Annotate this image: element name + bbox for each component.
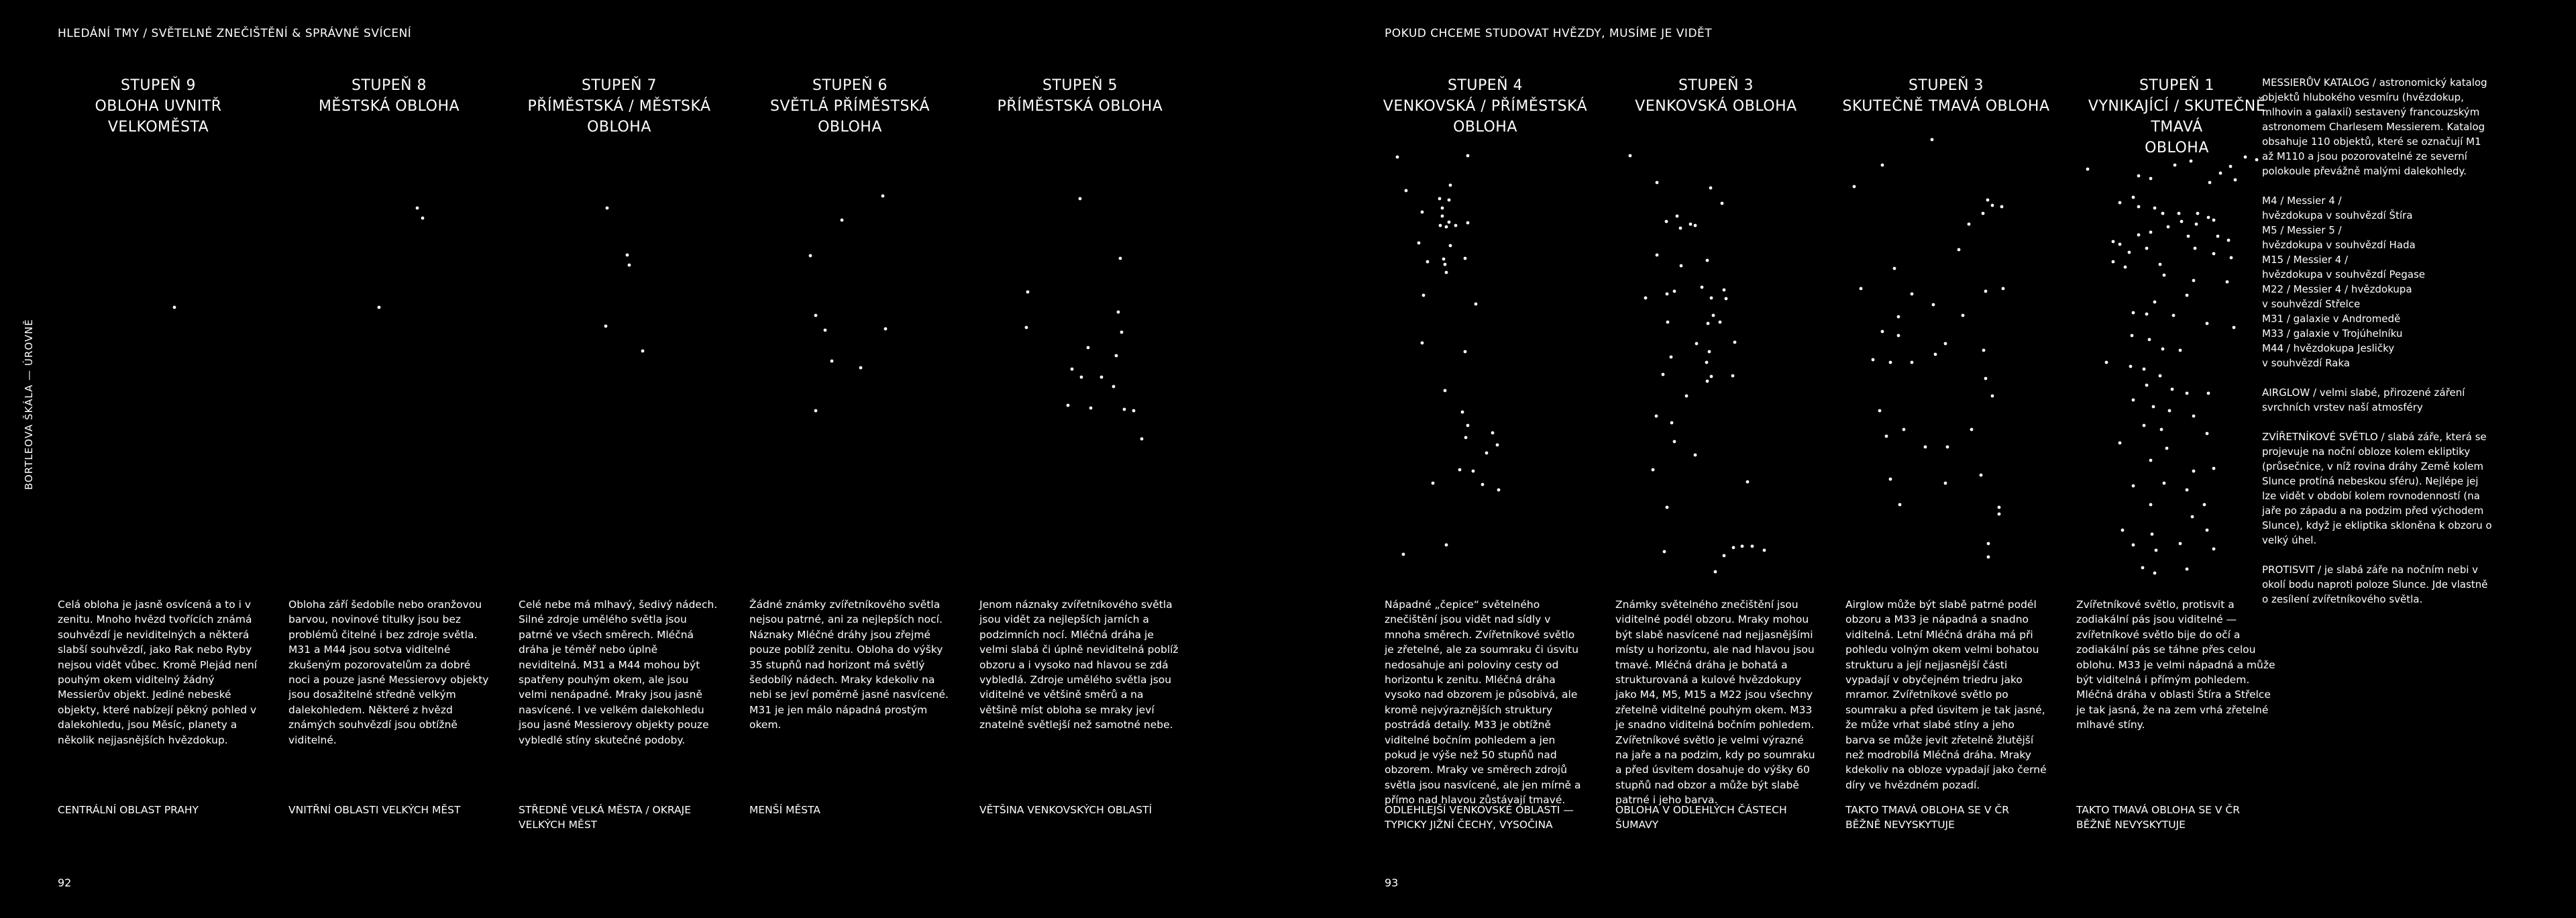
star-dot bbox=[2212, 467, 2216, 470]
star-dot bbox=[1980, 474, 1983, 477]
star-dot bbox=[1706, 380, 1709, 383]
star-dot bbox=[2174, 164, 2177, 167]
star-dot bbox=[1721, 202, 1724, 205]
star-dot bbox=[2002, 287, 2005, 291]
star-dot bbox=[1723, 554, 1726, 558]
star-dot bbox=[2160, 428, 2163, 431]
star-dot bbox=[1656, 254, 1659, 257]
star-dot bbox=[2118, 243, 2122, 246]
glossary-gegenschein: PROTISVIT / je slabá záře na nočním nebi v okolí bodu naproti poloze Slunce. Jde vlastně o zesílení zvířetníkového světla. bbox=[2262, 564, 2488, 605]
star-dot bbox=[1751, 545, 1754, 548]
messier-list-line: M22 / Messier 4 / hvězdokupa bbox=[2262, 283, 2412, 295]
star-dot bbox=[2207, 392, 2210, 395]
star-dot bbox=[1466, 424, 1470, 427]
messier-list-line: M4 / Messier 4 / bbox=[2262, 195, 2342, 207]
messier-list-line: hvězdokupa v souhvězdí Pegase bbox=[2262, 268, 2425, 280]
star-dot bbox=[1652, 468, 1655, 472]
star-dot bbox=[1987, 556, 1990, 559]
page-number-left: 92 bbox=[58, 876, 72, 889]
star-dot bbox=[2212, 219, 2216, 222]
level-title: STUPEŇ 7 PŘÍMĚSTSKÁ / MĚSTSKÁ OBLOHA bbox=[527, 77, 711, 136]
star-dot bbox=[884, 327, 888, 331]
star-dot bbox=[1676, 215, 1679, 218]
star-dot bbox=[1680, 264, 1683, 268]
star-dot bbox=[1474, 303, 1478, 306]
star-dot bbox=[1132, 409, 1136, 413]
star-dot bbox=[1426, 260, 1430, 264]
level-title: STUPEŇ 5 PŘÍMĚSTSKÁ OBLOHA bbox=[997, 77, 1163, 115]
star-dot bbox=[1962, 314, 1965, 317]
star-dot bbox=[2161, 212, 2165, 215]
star-dot bbox=[2161, 348, 2165, 351]
star-dot bbox=[2149, 503, 2153, 507]
star-dot bbox=[2118, 442, 2122, 445]
level-region: VNITŘNÍ OBLASTI VELKÝCH MĚST bbox=[288, 804, 461, 816]
star-dot bbox=[1885, 435, 1888, 438]
star-dot bbox=[2149, 231, 2153, 234]
star-dot bbox=[1464, 350, 1467, 354]
star-dot bbox=[2141, 566, 2145, 570]
star-dot bbox=[2168, 409, 2171, 413]
star-dot bbox=[2216, 235, 2220, 238]
star-dot bbox=[1666, 506, 1669, 509]
star-dot bbox=[606, 207, 609, 210]
star-dot bbox=[1439, 224, 1442, 227]
star-dot bbox=[1089, 407, 1093, 410]
star-dot bbox=[1396, 156, 1399, 159]
glossary-zodiacal-light: ZVÍŘETNÍKOVÉ SVĚTLO / slabá záře, která se projevuje na noční obloze kolem ekliptiky (průsečnice, v níž rovina dráhy Země kolem Slunce protíná nebeskou sféru). Nejlépe jej lze vidět v období kolem rovnodenností (na jaře po západu a na podzim před východem Slunce), když je ekliptika skloněna k obzoru o velký úhel. bbox=[2262, 431, 2492, 546]
star-dot bbox=[1454, 224, 1458, 227]
star-dot bbox=[2128, 251, 2131, 254]
star-dot bbox=[2195, 223, 2198, 226]
star-dot bbox=[2207, 216, 2210, 219]
star-dot bbox=[1968, 223, 1971, 226]
star-dot bbox=[2180, 220, 2184, 223]
star-dot bbox=[1709, 187, 1713, 190]
level-description: Zvířetníkové světlo, protisvit a zodiakální pás jsou viditelné — zvířetníkové světlo bije do očí a zodiakální pás se táhne přes celou oblohu. M33 je velmi nápadná a může být viditelná i přímým pohledem. Mléčná dráha v oblasti Štíra a Střelce je tak jasná, že na zem vrhá zřetelné mlhavé stíny. bbox=[2076, 599, 2275, 731]
star-dot bbox=[1897, 315, 1900, 319]
star-dot bbox=[1860, 287, 1863, 291]
star-dot bbox=[2187, 235, 2190, 238]
level-region: TAKTO TMAVÁ OBLOHA SE V ČR BĚŽNĚ NEVYSKYTUJE bbox=[2076, 804, 2241, 831]
star-dot bbox=[1464, 257, 1467, 260]
star-dot bbox=[1991, 204, 1994, 207]
star-dot bbox=[1481, 483, 1485, 487]
star-dot bbox=[2192, 279, 2196, 283]
star-dot bbox=[2086, 168, 2090, 171]
star-dot bbox=[2227, 239, 2231, 242]
star-dot bbox=[2145, 247, 2149, 250]
star-dot bbox=[2171, 388, 2174, 391]
star-dot bbox=[2230, 256, 2233, 260]
star-dot bbox=[2206, 322, 2209, 325]
star-dot bbox=[1708, 350, 1711, 354]
star-dot bbox=[1491, 431, 1495, 435]
star-dot bbox=[2179, 542, 2182, 546]
star-dot bbox=[1656, 181, 1659, 185]
star-dot bbox=[1982, 349, 1986, 352]
star-dot bbox=[1644, 297, 1648, 300]
star-dot bbox=[809, 254, 812, 258]
star-dot bbox=[1881, 164, 1884, 167]
star-dot bbox=[1984, 377, 1988, 380]
star-dot bbox=[2167, 225, 2170, 229]
star-dot bbox=[830, 360, 834, 363]
star-dot bbox=[604, 325, 608, 328]
star-dot bbox=[2206, 432, 2209, 436]
star-dot bbox=[1701, 286, 1704, 289]
star-dot bbox=[1117, 311, 1120, 314]
star-dot bbox=[1458, 468, 1462, 472]
star-dot bbox=[378, 306, 381, 309]
star-dot bbox=[1878, 409, 1882, 413]
star-dot bbox=[2112, 260, 2115, 264]
star-dot bbox=[2194, 247, 2197, 250]
star-dot bbox=[2151, 533, 2154, 536]
star-dot bbox=[1853, 185, 1856, 189]
star-dot bbox=[421, 217, 425, 220]
star-dot bbox=[2132, 311, 2135, 315]
star-dot bbox=[2143, 368, 2146, 371]
star-dot bbox=[1112, 385, 1116, 389]
star-dot bbox=[2186, 294, 2189, 297]
star-dot bbox=[2206, 529, 2209, 532]
star-dot bbox=[1444, 263, 1447, 266]
star-dot bbox=[1998, 506, 2001, 509]
star-dot bbox=[1695, 342, 1699, 346]
star-dot bbox=[1944, 342, 1947, 346]
star-dot bbox=[1449, 184, 1452, 187]
page-number-right: 93 bbox=[1385, 876, 1399, 889]
star-dot bbox=[1872, 358, 1875, 362]
star-dot bbox=[1733, 341, 1737, 344]
star-dot bbox=[1881, 330, 1884, 334]
star-dot bbox=[2196, 212, 2200, 215]
star-dot bbox=[2212, 252, 2216, 256]
star-dot bbox=[1417, 242, 1421, 245]
star-dot bbox=[1441, 215, 1444, 218]
star-dot bbox=[1986, 199, 1990, 202]
star-dot bbox=[1710, 375, 1713, 378]
star-dot bbox=[1496, 444, 1499, 447]
star-dot bbox=[1689, 223, 1693, 226]
star-dot bbox=[641, 350, 645, 353]
star-dot bbox=[2186, 489, 2189, 492]
star-dot bbox=[2137, 174, 2141, 178]
star-dot bbox=[2153, 572, 2157, 575]
star-dot bbox=[1115, 354, 1118, 358]
star-dot bbox=[2118, 201, 2122, 205]
star-dot bbox=[1421, 342, 1424, 345]
level-title: STUPEŇ 8 MĚSTSKÁ OBLOHA bbox=[318, 77, 460, 115]
star-dot bbox=[2132, 484, 2135, 488]
level-title: STUPEŇ 9 OBLOHA UVNITŘ VELKOMĚSTA bbox=[95, 77, 222, 136]
star-dot bbox=[1080, 376, 1083, 379]
star-dot bbox=[1932, 303, 1935, 307]
star-dot bbox=[1461, 411, 1464, 414]
messier-list-line: M44 / hvězdokupa Jesličky bbox=[2262, 342, 2395, 354]
level-region: VĚTŠINA VENKOVSKÝCH OBLASTÍ bbox=[979, 804, 1152, 816]
star-dot bbox=[859, 366, 863, 370]
star-dot bbox=[1438, 197, 1442, 201]
star-dot bbox=[2226, 280, 2229, 284]
star-dot bbox=[628, 264, 631, 267]
star-dot bbox=[1405, 189, 1408, 193]
star-dot bbox=[2129, 365, 2133, 368]
star-dot bbox=[1924, 446, 1927, 449]
star-dot bbox=[1710, 297, 1713, 300]
star-dot bbox=[1442, 258, 1446, 261]
star-dot bbox=[2233, 326, 2236, 329]
star-dot bbox=[2159, 263, 2162, 266]
level-description: Celé nebe má mlhavý, šedivý nádech. Silné zdroje umělého světla jsou patrné ve všech směrech. Mléčná dráha je téměř nebo úplně neviditelná. M31 a M44 mohou být spatřeny pouhým okem, ale jsou velmi nenápadné. Mraky jsou jasně nasvícené. I ve velkém dalekohledu jsou jasné Messierovy objekty pouze vybledlé stíny skutečné podoby. bbox=[519, 599, 718, 746]
star-dot bbox=[1934, 353, 1937, 356]
star-dot bbox=[2165, 447, 2169, 450]
star-dot bbox=[1998, 513, 2001, 516]
star-dot bbox=[1741, 545, 1744, 548]
level-region: MENŠÍ MĚSTA bbox=[749, 804, 820, 816]
level-title: STUPEŇ 3 SKUTEČNĚ TMAVÁ OBLOHA bbox=[1842, 77, 2050, 115]
star-dot bbox=[1732, 546, 1735, 550]
level-description: Airglow může být slabě patrné podél obzoru a M33 je nápadná a snadno viditelná. Letní Mléčná dráha má při pohledu volným okem velmi bohatou strukturu a její nejjasnější části vypadají v obyčejném triedru jako mramor. Zvířetníkové světlo po soumraku a před úsvitem je tak jasné, že může vrhat slabé stíny a jeho barva se může jevit zřetelně žlutější než modrobílá Mléčná dráha. Mraky kdekoliv na obloze vypadají jako černé díry ve hvězdném pozadí. bbox=[1845, 599, 2047, 791]
star-dot bbox=[1466, 154, 1470, 158]
level-region: STŘEDNĚ VELKÁ MĚSTA / OKRAJE VELKÝCH MĚST bbox=[519, 804, 691, 831]
level-title: STUPEŇ 6 SVĚTLÁ PŘÍMĚSTSKÁ OBLOHA bbox=[769, 77, 930, 136]
star-dot bbox=[1140, 438, 1144, 441]
star-dot bbox=[841, 219, 844, 222]
star-dot bbox=[1731, 374, 1735, 378]
star-dot bbox=[1694, 224, 1697, 227]
star-dot bbox=[1026, 291, 1030, 294]
star-dot bbox=[1746, 480, 1750, 484]
star-dot bbox=[2149, 459, 2153, 462]
star-dot bbox=[1707, 322, 1710, 325]
running-header-left: HLEDÁNÍ TMY / SVĚTELNÉ ZNEČIŠTĚNÍ & SPRÁVNÉ SVÍCENÍ bbox=[58, 27, 412, 40]
messier-list bbox=[2262, 193, 2493, 370]
star-dot bbox=[1466, 221, 1470, 225]
star-dot bbox=[1982, 212, 1985, 215]
star-dot bbox=[1445, 544, 1448, 547]
star-dot bbox=[2152, 405, 2155, 409]
star-dot bbox=[1472, 470, 1475, 473]
star-dot bbox=[2208, 181, 2212, 185]
star-dot bbox=[2219, 172, 2222, 175]
star-dot bbox=[814, 409, 818, 413]
star-dot bbox=[1464, 436, 1468, 440]
star-dot bbox=[1497, 489, 1501, 492]
star-dot bbox=[1422, 294, 1426, 297]
level-description: Známky světelného znečištění jsou viditelné podél obzoru. Mraky mohou být slabě nasvícené nad nejjasnějšími místy u horizontu, ale nad hlavou jsou tmavé. Mléčná dráha je bohatá a strukturovaná a kulové hvězdokupy jako M4, M5, M15 a M22 jsou všechny zřetelně viditelné pouhým okem. M33 je snadno viditelná bočním pohledem. Zvířetníkové světlo je velmi výrazné na jaře a na podzim, kdy po soumraku a před úsvitem dosahuje do výšky 60 stupňů nad obzor a může být slabě patrné i jeho barva. bbox=[1615, 599, 1815, 807]
star-dot bbox=[2153, 301, 2157, 304]
star-dot bbox=[1441, 207, 1444, 210]
level-description: Obloha září šedobíle nebo oranžovou barvou, novinové titulky jsou bez problémů čitelné i bez zdroje světla. M31 a M44 jsou sotva viditelné zkušeným pozorovatelům za dobré noci a pouze jasné Messierovy objekty jsou dosažitelné středně velkým dalekohledem. Některé z hvězd známých souhvězdí jsou obtížně viditelné. bbox=[288, 599, 489, 746]
star-dot bbox=[1714, 570, 1717, 574]
star-dot bbox=[824, 329, 827, 332]
star-dot bbox=[2186, 392, 2189, 395]
star-dot bbox=[1719, 321, 1722, 324]
star-dot bbox=[2132, 399, 2135, 402]
glossary-sidebar bbox=[2262, 75, 2493, 621]
star-dot bbox=[416, 207, 419, 210]
star-dot bbox=[2124, 266, 2127, 269]
star-dot bbox=[2192, 470, 2196, 473]
messier-list-line: M5 / Messier 5 / bbox=[2262, 224, 2342, 236]
star-dot bbox=[1898, 503, 1902, 507]
level-description: Nápadné „čepice“ světelného znečištění jsou vidět nad sídly v mnoha směrech. Zvířetníkové světlo je zřetelné, ale za soumraku či úsvitu nedosahuje ani poloviny cesty od horizontu k zenitu. Mléčná dráha vysoko nad obzorem je působivá, ale kromě nejvýraznějších struktury postrádá detaily. M33 je obtížně viditelné bočním pohledem a jen pokud je výše než 50 stupňů nad obzorem. Mraky ve směrech zdrojů světla jsou nasvícené, ale jen mírně a přímo nad hlavou zůstávají tmavé. bbox=[1385, 599, 1581, 807]
level-title: STUPEŇ 1 VYNIKAJÍCÍ / SKUTEČNĚ TMAVÁ OBLOHA bbox=[2088, 77, 2266, 156]
star-dot bbox=[1421, 211, 1424, 214]
star-dot bbox=[2132, 196, 2135, 199]
messier-list-line: M15 / Messier 4 / bbox=[2262, 254, 2349, 266]
star-dot bbox=[1025, 326, 1028, 329]
star-dot bbox=[2186, 568, 2189, 571]
star-dot bbox=[1655, 415, 1658, 418]
star-dot bbox=[2255, 158, 2259, 162]
star-dot bbox=[1449, 244, 1452, 248]
star-dot bbox=[2137, 234, 2141, 237]
star-dot bbox=[814, 314, 818, 317]
level-description: Celá obloha je jasně osvícená a to i v zenitu. Mnoho hvězd tvořících známá souhvězdí je neviditelných a některá slabší souhvězdí, jako Rak nebo Ryby nejsou vidět vůbec. Kromě Plejád není pouhým okem viditelný žádný Messierův objekt. Jediné nebeské objekty, které nabízejí pěkný pohled v dalekohledu, jsou Měsíc, planety a několik nejjasnějších hvězdokup. bbox=[58, 599, 258, 746]
vertical-section-label: BORTLEOVA ŠKÁLA — ÚROVNĚ bbox=[23, 319, 35, 490]
level-region: ODLEHLEJŠÍ VENKOVSKÉ OBLASTI — TYPICKY JIŽNÍ ČECHY, VYSOČINA bbox=[1385, 804, 1574, 831]
star-dot bbox=[1911, 361, 1914, 364]
star-dot bbox=[2172, 314, 2176, 317]
level-region: OBLOHA V ODLEHLÝCH ČÁSTECH ŠUMAVY bbox=[1615, 804, 1787, 831]
level-description: Jenom náznaky zvířetníkového světla jsou vidět za nejlepších jarních a podzimních nocí. Mléčná dráha je velmi slabá či úplně neviditelná poblíž obzoru a i vysoko nad hlavou se zdá vybledlá. Zdroje umělého světla jsou viditelné ve většině směrů a na většině míst obloha se mraky jeví znatelně světlejší než samotné nebe. bbox=[979, 599, 1179, 731]
star-dot bbox=[1485, 452, 1489, 455]
star-dot bbox=[2153, 207, 2157, 210]
star-dot bbox=[1444, 389, 1447, 393]
star-dot bbox=[1629, 154, 1632, 158]
star-dot bbox=[626, 254, 629, 257]
star-dot bbox=[1902, 428, 1906, 431]
star-dot bbox=[1663, 550, 1666, 554]
star-dot bbox=[2000, 205, 2004, 209]
star-dot bbox=[2192, 415, 2196, 418]
star-dot bbox=[2229, 165, 2233, 168]
star-dot bbox=[2145, 313, 2149, 316]
star-dot bbox=[1120, 331, 1124, 334]
star-dot bbox=[1666, 321, 1670, 324]
star-dot bbox=[1889, 361, 1892, 364]
level-description: Žádné známky zvířetníkového světla nejsou patrné, ani za nejlepších nocí. Náznaky Mléčné dráhy jsou zřejmé pouze poblíž zenitu. Obloha do výšky 35 stupňů nad horizont má světlý šedobílý nádech. Mraky kdekoliv na nebi se jeví poměrně jasné nasvícené. M31 je jen málo nápadná prostým okem. bbox=[749, 599, 949, 731]
level-region: TAKTO TMAVÁ OBLOHA SE V ČR BĚŽNĚ NEVYSKYTUJE bbox=[1845, 804, 2010, 831]
star-dot bbox=[1445, 271, 1448, 274]
star-dot bbox=[2190, 160, 2193, 163]
messier-list-line: hvězdokupa v souhvězdí Štíra bbox=[2262, 209, 2413, 221]
star-dot bbox=[1666, 293, 1669, 296]
star-dot bbox=[2148, 338, 2151, 342]
star-dot bbox=[1679, 227, 1682, 230]
star-dot bbox=[1123, 408, 1126, 411]
star-dot bbox=[1670, 356, 1673, 359]
star-dot bbox=[2234, 178, 2237, 182]
star-dot bbox=[1665, 220, 1668, 223]
star-dot bbox=[2145, 384, 2149, 387]
star-dot bbox=[1706, 259, 1709, 262]
star-dot bbox=[2143, 424, 2146, 427]
star-dot bbox=[1673, 440, 1676, 444]
star-dot bbox=[1946, 446, 1949, 449]
star-dot bbox=[1445, 225, 1448, 229]
star-dot bbox=[1893, 267, 1896, 270]
star-dot bbox=[1984, 290, 1988, 293]
star-dot bbox=[2163, 274, 2166, 277]
star-dot bbox=[2131, 334, 2134, 338]
star-dot bbox=[1705, 361, 1709, 364]
star-dot bbox=[1897, 334, 1900, 338]
messier-list-line: v souhvězdí Raka bbox=[2262, 357, 2350, 369]
star-dot bbox=[1991, 395, 1994, 398]
star-dot bbox=[1763, 549, 1766, 552]
star-dot bbox=[1712, 314, 1715, 317]
star-dot bbox=[1889, 478, 1892, 481]
star-dot bbox=[1402, 553, 1405, 556]
messier-list-line: hvězdokupa v souhvězdí Hada bbox=[2262, 239, 2416, 251]
star-dot bbox=[2163, 482, 2166, 485]
star-dot bbox=[1694, 454, 1697, 457]
star-dot bbox=[1071, 368, 1074, 371]
level-region: CENTRÁLNÍ OBLAST PRAHY bbox=[58, 804, 199, 816]
star-dot bbox=[2137, 205, 2141, 209]
star-dot bbox=[1673, 290, 1676, 293]
running-header-right: POKUD CHCEME STUDOVAT HVĚZDY, MUSÍME JE VIDĚT bbox=[1385, 27, 1713, 40]
star-dot bbox=[2203, 503, 2206, 507]
star-dot bbox=[1944, 482, 1947, 485]
star-dot bbox=[2159, 374, 2162, 378]
star-dot bbox=[1723, 289, 1726, 292]
star-dot bbox=[1067, 404, 1070, 407]
glossary-messier: MESSIERŮV KATALOG / astronomický katalog objektů hlubokého vesmíru (hvězdokup, mlhovin a galaxií) sestavený francouzským astronomem Charlesem Messierem. Katalog obsahuje 110 objektů, které se označují M1 až M110 a jsou pozorovatelné ze severní polokoule převážně malými dalekohledy. bbox=[2262, 76, 2487, 177]
star-dot bbox=[1725, 297, 1728, 301]
star-dot bbox=[2149, 177, 2153, 181]
star-dot bbox=[2178, 212, 2181, 215]
messier-list-line: M31 / galaxie v Andromedě bbox=[2262, 313, 2401, 325]
star-dot bbox=[2112, 240, 2115, 244]
star-dot bbox=[1119, 257, 1122, 260]
star-dot bbox=[1100, 376, 1104, 379]
star-dot bbox=[2179, 349, 2182, 352]
star-dot bbox=[2191, 515, 2194, 519]
star-dot bbox=[1685, 395, 1688, 398]
messier-list-line: v souhvězdí Střelce bbox=[2262, 298, 2361, 310]
star-dot bbox=[1970, 428, 1974, 431]
star-dot bbox=[173, 306, 176, 309]
star-dot bbox=[1911, 293, 1914, 296]
star-dot bbox=[1448, 221, 1451, 224]
star-dot bbox=[2212, 548, 2216, 551]
star-dot bbox=[2121, 529, 2125, 532]
level-title: STUPEŇ 3 VENKOVSKÁ OBLOHA bbox=[1635, 77, 1797, 115]
level-title: STUPEŇ 4 VENKOVSKÁ / PŘÍMĚSTSKÁ OBLOHA bbox=[1383, 77, 1588, 136]
star-dot bbox=[1448, 199, 1451, 202]
star-dot bbox=[2155, 549, 2158, 552]
star-dot bbox=[1987, 542, 1990, 546]
star-dot bbox=[1079, 197, 1082, 201]
star-dot bbox=[2105, 361, 2108, 364]
glossary-airglow: AIRGLOW / velmi slabé, přirozené záření svrchních vrstev naší atmosféry bbox=[2262, 387, 2465, 413]
star-dot bbox=[1931, 138, 1934, 142]
star-dot bbox=[1432, 482, 1435, 485]
messier-list-line: M33 / galaxie v Trojúhelníku bbox=[2262, 327, 2403, 340]
star-dot bbox=[1670, 421, 1674, 425]
star-dot bbox=[1957, 248, 1961, 252]
star-dot bbox=[881, 195, 885, 198]
star-dot bbox=[2132, 544, 2135, 547]
star-dot bbox=[1087, 346, 1090, 350]
star-dot bbox=[1662, 373, 1665, 376]
